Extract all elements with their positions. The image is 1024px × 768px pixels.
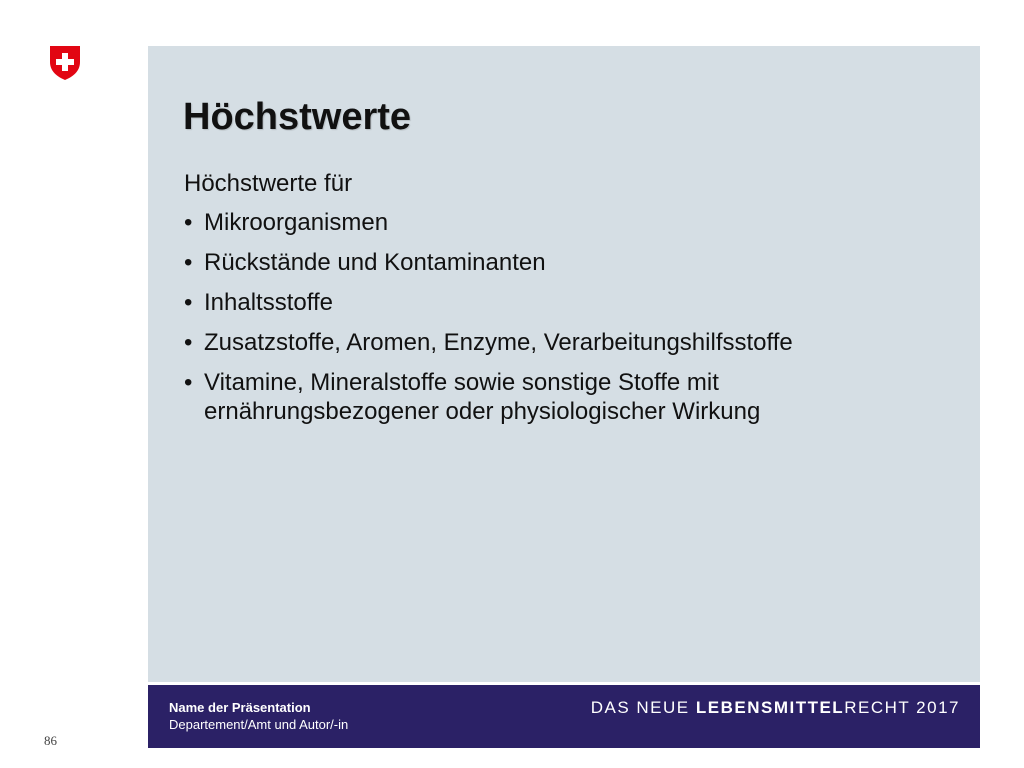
bullet-marker: • xyxy=(184,249,193,276)
bullet-item xyxy=(184,248,924,277)
content-panel xyxy=(148,46,980,682)
presentation-name: Name der Präsentation xyxy=(169,700,311,715)
bullet-list xyxy=(184,208,924,437)
bullet-marker: • xyxy=(184,209,193,236)
swiss-crest-icon xyxy=(49,45,81,81)
bullet-text: Rückstände und Kontaminanten xyxy=(204,249,546,276)
bullet-marker: • xyxy=(184,329,193,356)
page-number: 86 xyxy=(44,733,57,748)
brand-part-2: LEBENSMITTEL xyxy=(695,698,845,717)
bullet-text: Zusatzstoffe, Aromen, Enzyme, Verarbeitungshilfsstoffe xyxy=(204,329,793,356)
department-author: Departement/Amt und Autor/-in xyxy=(169,717,349,732)
bullet-item xyxy=(184,288,924,317)
brand-wordmark xyxy=(591,698,960,718)
bullet-item xyxy=(184,368,924,426)
brand-part-3: RECHT 2017 xyxy=(844,698,960,717)
bullet-item xyxy=(184,208,924,237)
brand-part-1: DAS NEUE xyxy=(590,698,696,717)
bullet-item xyxy=(184,328,924,357)
bullet-text: Inhaltsstoffe xyxy=(204,289,333,316)
bullet-text: Vitamine, Mineralstoffe sowie sonstige Stoffe mit ernährungsbezogener oder physiologischer Wirkung xyxy=(204,369,761,425)
slide-intro: Höchstwerte für xyxy=(184,170,353,197)
bullet-marker: • xyxy=(184,369,193,396)
slide-title: Höchstwerte xyxy=(183,96,412,138)
bullet-text: Mikroorganismen xyxy=(204,209,389,236)
footer-bar xyxy=(148,685,980,748)
bullet-marker: • xyxy=(184,289,193,316)
